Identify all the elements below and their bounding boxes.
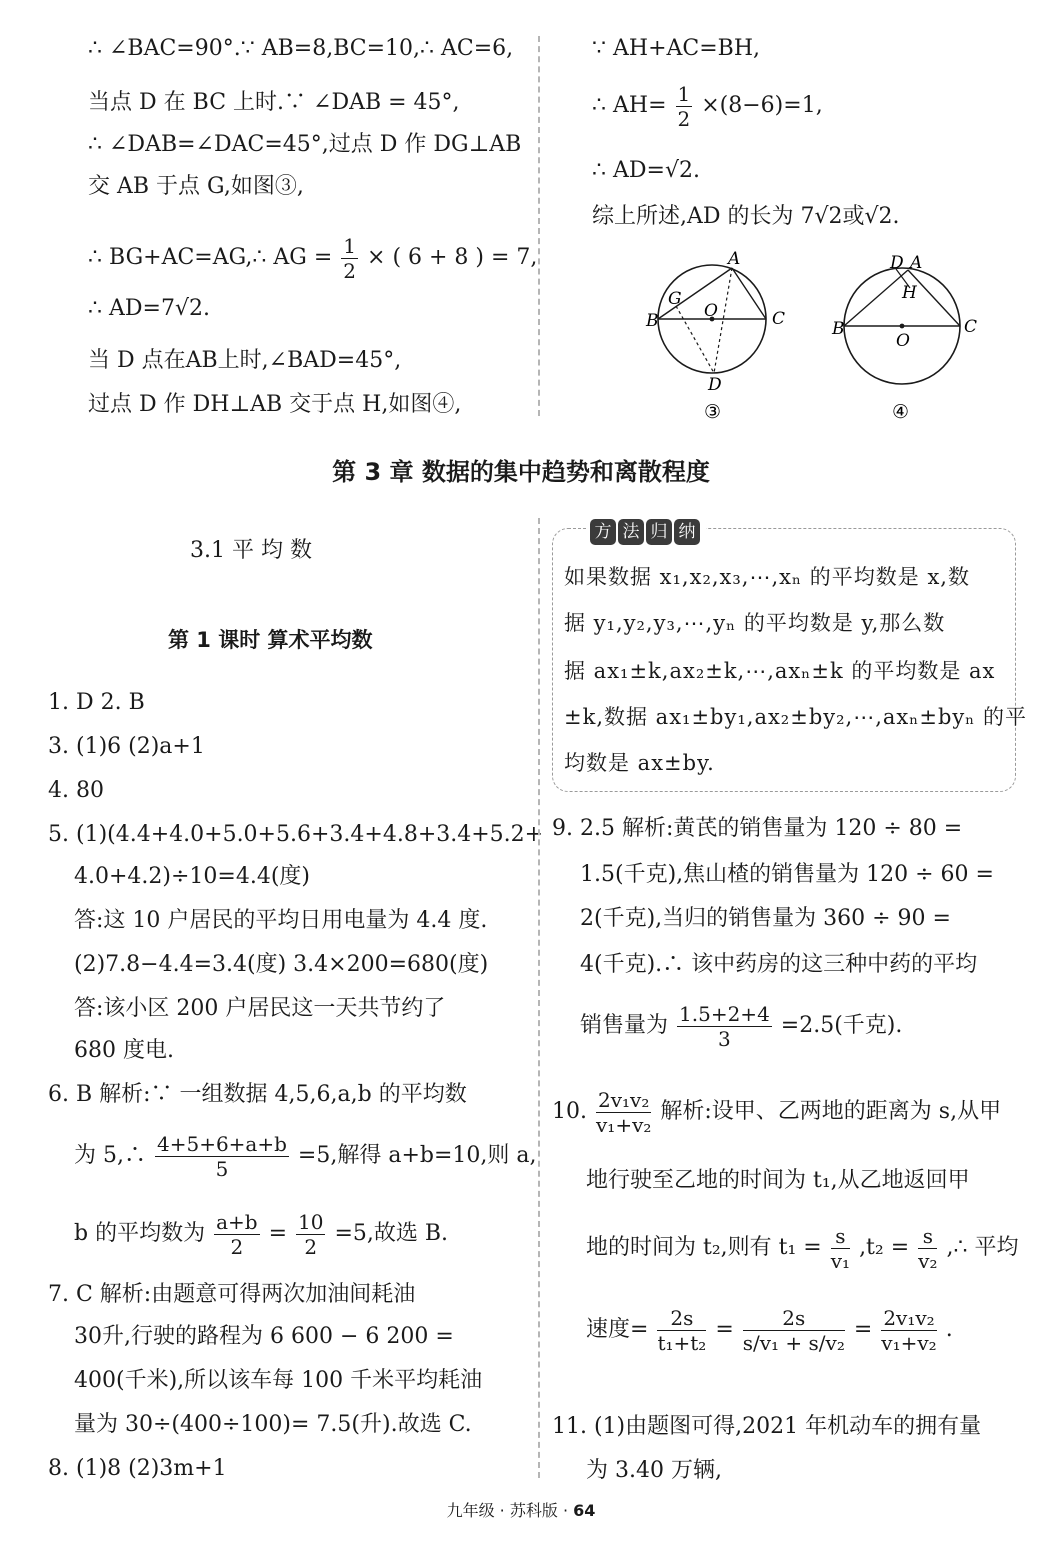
label-O: O [896,331,910,351]
method-line: 均数是 ax±by. [564,751,715,775]
answer-line: 5. (1)(4.4+4.0+5.0+5.6+3.4+4.8+3.4+5.2+ [48,822,544,847]
answer-line: 11. (1)由题图可得,2021 年机动车的拥有量 [552,1414,982,1439]
answer-line: (2)7.8−4.4=3.4(度) 3.4×200=680(度) [74,952,489,977]
answer-line: 8. (1)8 (2)3m+1 [48,1456,227,1481]
answer-line: 为 3.40 万辆, [586,1458,722,1483]
text-line: 综上所述,AD 的长为 7√2或√2. [592,204,900,229]
answer-line: 销售量为 $\frac{1.5+2+4}{3}$ =2.5(千克). [580,1001,903,1051]
figure-3 [645,249,785,423]
answer-line: 30升,行驶的路程为 6 600 − 6 200 = [74,1324,454,1349]
label-C: C [772,309,786,329]
answer-line: 地的时间为 t₂,则有 t₁ = $\frac{s}{\text{v₁}}$ ,t₂ = $\frac{s}{\text{v₂}}$ ,∴ 平均 [586,1223,1019,1273]
figure-3-caption: ③ [704,401,722,423]
answer-line: 速度= $\frac{2s}{\text{t₁+t₂}}$ = $\frac{2s}{\text{s/v₁ + s/v₂}}$ = $\frac{\text{2v₁v₂}}{\text{v₁+v₂}}$ . [586,1305,953,1355]
text-line: 交 AB 于点 G,如图③, [88,174,304,199]
text-line: ∴ AD=√2. [592,158,700,183]
answer-line: b 的平均数为 $\frac{a+b}{2}$ = $\frac{10}{2}$ =5,故选 B. [74,1209,449,1259]
tag-chip: 法 [618,519,644,545]
method-line: ±k,数据 ax₁±by₁,ax₂±by₂,⋯,axₙ±byₙ 的平 [564,705,1028,729]
answer-line: 为 5,∴ $\frac{4+5+6+a+b}{5}$ =5,解得 a+b=10,则 a, [74,1131,537,1181]
column-divider [538,518,540,1478]
text-line: 当 D 点在AB上时,∠BAD=45°, [88,348,402,373]
method-line: 如果数据 x₁,x₂,x₃,⋯,xₙ 的平均数是 x,数 [564,565,970,589]
answer-line: 4. 80 [48,778,104,803]
chapter-title: 第 3 章 数据的集中趋势和离散程度 [332,458,710,486]
text-line: ∴ ∠BAC=90°.∵ AB=8,BC=10,∴ AC=6, [88,36,514,61]
answer-line: 400(千米),所以该车每 100 千米平均耗油 [74,1368,483,1393]
method-line: 据 y₁,y₂,y₃,⋯,yₙ 的平均数是 y,那么数 [564,611,946,635]
answer-line: 答:该小区 200 户居民这一天共节约了 [74,996,446,1021]
answer-line: 680 度电. [74,1038,174,1063]
label-A: A [910,253,923,273]
answer-line: 量为 30÷(400÷100)= 7.5(升).故选 C. [74,1412,472,1437]
answer-line: 4(千克).∴ 该中药房的这三种中药的平均 [580,952,978,977]
answer-line: 2(千克),当归的销售量为 360 ÷ 90 = [580,906,951,931]
label-D: D [708,375,722,395]
answer-line: 6. B 解析:∵ 一组数据 4,5,6,a,b 的平均数 [48,1082,467,1107]
answer-line: 3. (1)6 (2)a+1 [48,734,205,759]
geometry-figures [640,248,1000,428]
tag-chip: 归 [646,519,672,545]
answer-line: 1. D 2. B [48,690,145,715]
answer-line: 9. 2.5 解析:黄芪的销售量为 120 ÷ 80 = [552,816,963,841]
page-number: 64 [573,1501,596,1520]
text-line: 过点 D 作 DH⊥AB 交于点 H,如图④, [88,392,462,417]
label-G: G [668,289,682,309]
figure-4 [831,253,977,423]
label-B: B [832,319,845,339]
lesson-title: 第 1 课时 算术平均数 [168,628,373,652]
tag-chip: 纳 [674,519,700,545]
section-title: 3.1 平 均 数 [190,538,312,563]
answer-line: 地行驶至乙地的时间为 t₁,从乙地返回甲 [586,1168,970,1193]
answer-line: 答:这 10 户居民的平均日用电量为 4.4 度. [74,908,488,933]
label-A: A [728,249,741,269]
text-line: ∴ AD=7√2. [88,296,210,321]
label-C: C [964,317,978,337]
tag-chip: 方 [590,519,616,545]
label-O: O [704,301,718,321]
text-line: ∴ BG+AC=AG,∴ AG = $\frac{1}{2}$ × ( 6 + 8 ) = 7, [88,233,538,283]
method-line: 据 ax₁±k,ax₂±k,⋯,axₙ±k 的平均数是 ax [564,659,996,683]
label-H: H [902,283,917,303]
label-D: D [890,253,904,273]
text-line: 当点 D 在 BC 上时.∵ ∠DAB = 45°, [88,90,460,115]
answer-line: 7. C 解析:由题意可得两次加油间耗油 [48,1282,416,1307]
text-line: ∵ AH+AC=BH, [592,36,760,61]
footer-text: 九年级 · 苏科版 · [446,1501,569,1520]
page-footer [0,1498,1042,1521]
text-line: ∴ AH= $\frac{1}{2}$ ×(8−6)=1, [592,81,823,131]
answer-line: 4.0+4.2)÷10=4.4(度) [74,864,311,889]
method-box-tag [586,519,706,545]
figure-4-caption: ④ [892,401,910,423]
answer-line: 10. $\frac{\text{2v₁v₂}}{\text{v₁+v₂}}$ 解析:设甲、乙两地的距离为 s,从甲 [552,1087,1002,1137]
text-line: ∴ ∠DAB=∠DAC=45°,过点 D 作 DG⊥AB [88,132,522,157]
column-divider [538,36,540,416]
answer-line: 1.5(千克),焦山楂的销售量为 120 ÷ 60 = [580,862,994,887]
label-B: B [646,311,659,331]
